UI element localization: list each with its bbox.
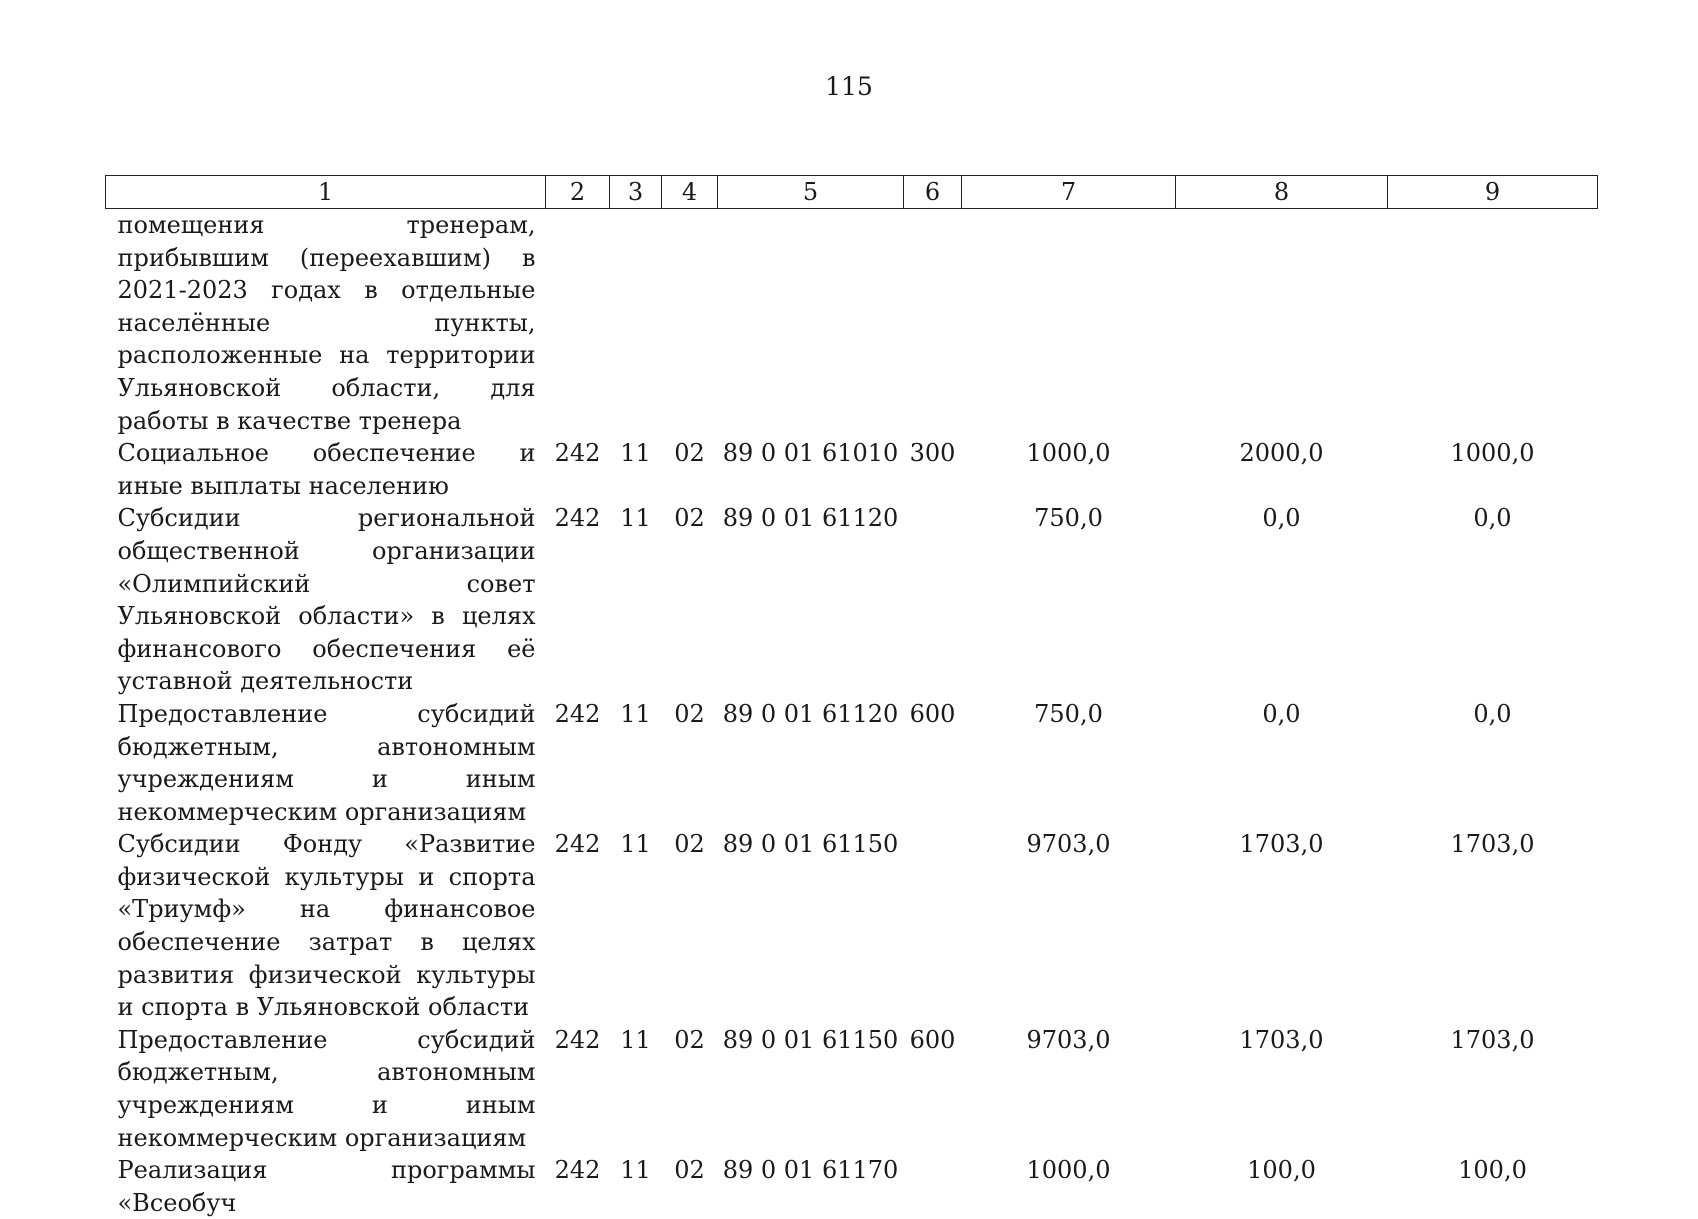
cell-col3: 11 [620, 699, 651, 728]
cell-col4: 02 [674, 1156, 705, 1185]
cell-col6 [904, 1154, 962, 1219]
cell-col3: 11 [620, 830, 651, 859]
cell-col6 [904, 502, 962, 698]
cell-col8 [1176, 209, 1388, 438]
column-header: 4 [662, 176, 718, 209]
cell-col4: 02 [674, 699, 705, 728]
cell-col4 [662, 209, 718, 438]
cell-col9: 1703,0 [1450, 830, 1535, 859]
cell-col7: 9703,0 [1026, 830, 1111, 859]
cell-col2: 242 [554, 1156, 601, 1185]
row-description: Предоставление субсидий бюджетным, автономным учреждениям и иным некоммерческим организациям [117, 699, 536, 826]
table-row [106, 209, 1598, 438]
cell-col9: 0,0 [1473, 504, 1512, 533]
cell-col2: 242 [554, 699, 601, 728]
column-header: 7 [962, 176, 1176, 209]
cell-col4: 02 [674, 1025, 705, 1054]
cell-col3: 11 [620, 504, 651, 533]
cell-col7: 750,0 [1034, 699, 1103, 728]
cell-col8: 0,0 [1262, 699, 1301, 728]
cell-col9: 100,0 [1458, 1156, 1527, 1185]
column-header: 3 [610, 176, 662, 209]
cell-col4: 02 [674, 504, 705, 533]
row-description: Субсидии региональной общественной организации «Олимпийский совет Ульяновской области» в целях финансового обеспечения её уставной деятельности [117, 504, 536, 696]
column-header: 9 [1388, 176, 1598, 209]
table-header-row [106, 176, 1598, 209]
cell-col5: 89 0 01 61120 [722, 504, 899, 533]
row-description: Субсидии Фонду «Развитие физической культуры и спорта «Триумф» на финансовое обеспечение затрат в целях развития физической культуры и спорта в Ульяновской области [117, 830, 536, 1022]
cell-col7: 1000,0 [1026, 439, 1111, 468]
cell-col2: 242 [554, 830, 601, 859]
budget-table [105, 175, 1598, 1219]
cell-col3: 11 [620, 1025, 651, 1054]
row-description: Реализация программы «Всеобуч [117, 1156, 536, 1217]
cell-col9: 0,0 [1473, 699, 1512, 728]
row-description: Предоставление субсидий бюджетным, автономным учреждениям и иным некоммерческим организациям [117, 1025, 536, 1152]
cell-col2 [546, 209, 610, 438]
column-header: 6 [904, 176, 962, 209]
row-description: Социальное обеспечение и иные выплаты населению [117, 439, 536, 500]
cell-col4: 02 [674, 830, 705, 859]
cell-col2: 242 [554, 1025, 601, 1054]
column-header: 2 [546, 176, 610, 209]
cell-col8: 1703,0 [1239, 830, 1324, 859]
table-row [106, 502, 1598, 698]
cell-col6: 300 [909, 439, 956, 468]
cell-col8: 100,0 [1247, 1156, 1316, 1185]
cell-col5: 89 0 01 61150 [722, 830, 899, 859]
cell-col9: 1703,0 [1450, 1025, 1535, 1054]
cell-col6 [904, 828, 962, 1024]
cell-col5: 89 0 01 61150 [722, 1025, 899, 1054]
cell-col3 [610, 209, 662, 438]
table-row [106, 1024, 1598, 1154]
cell-col6: 600 [909, 699, 956, 728]
cell-col7: 750,0 [1034, 504, 1103, 533]
cell-col5: 89 0 01 61170 [722, 1156, 899, 1185]
cell-col7 [962, 209, 1176, 438]
cell-col5: 89 0 01 61120 [722, 699, 899, 728]
cell-col4: 02 [674, 439, 705, 468]
column-header: 5 [718, 176, 904, 209]
cell-col7: 9703,0 [1026, 1025, 1111, 1054]
cell-col9: 1000,0 [1450, 439, 1535, 468]
cell-col7: 1000,0 [1026, 1156, 1111, 1185]
column-header: 8 [1176, 176, 1388, 209]
page-number: 115 [825, 72, 873, 101]
table-row [106, 828, 1598, 1024]
cell-col3: 11 [620, 439, 651, 468]
cell-col9 [1388, 209, 1598, 438]
table-row [106, 698, 1598, 828]
cell-col2: 242 [554, 439, 601, 468]
cell-col5 [718, 209, 904, 438]
cell-col8: 2000,0 [1239, 439, 1324, 468]
cell-col3: 11 [620, 1156, 651, 1185]
table-row [106, 437, 1598, 502]
column-header: 1 [106, 176, 546, 209]
cell-col8: 1703,0 [1239, 1025, 1324, 1054]
cell-col6: 600 [909, 1025, 956, 1054]
cell-col6 [904, 209, 962, 438]
table-row [106, 1154, 1598, 1219]
cell-col5: 89 0 01 61010 [722, 439, 899, 468]
cell-col8: 0,0 [1262, 504, 1301, 533]
cell-col2: 242 [554, 504, 601, 533]
row-description: помещения тренерам, прибывшим (переехавшим) в 2021-2023 годах в отдельные населённые пункты, расположенные на территории Ульяновской области, для работы в качестве тренера [117, 211, 536, 435]
